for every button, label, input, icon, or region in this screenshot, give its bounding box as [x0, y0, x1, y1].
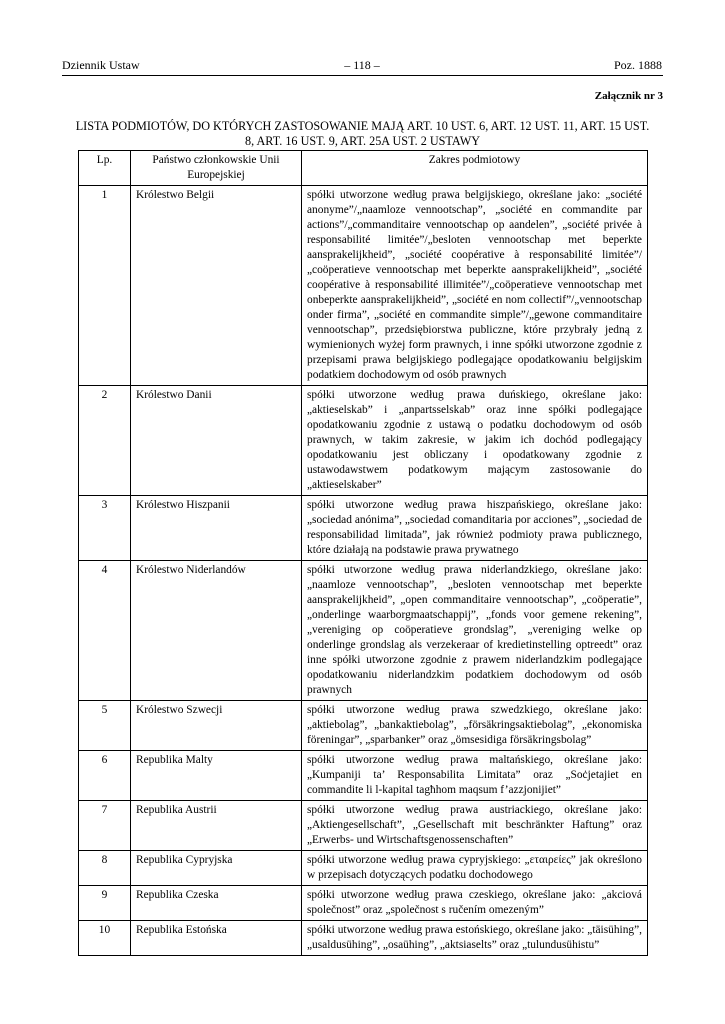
table-row: [79, 751, 648, 801]
row-country: Republika Austrii: [131, 801, 302, 851]
row-country: Republika Cypryjska: [131, 851, 302, 886]
row-country: Królestwo Niderlandów: [131, 561, 302, 701]
row-country: Królestwo Hiszpanii: [131, 496, 302, 561]
header-lp: Lp.: [79, 151, 131, 186]
row-country: Republika Estońska: [131, 921, 302, 956]
row-scope: spółki utworzone według prawa szwedzkiego, określane jako: „aktiebolag”, „bankaktiebolag”, „försäkringsaktiebolag”, „ekonomiska föreningar”, „sparbanker” oraz „ömsesidiga försäkringsbolag”: [302, 701, 648, 751]
row-number: 7: [79, 801, 131, 851]
row-scope: spółki utworzone według prawa maltańskiego, określane jako: „Kumpaniji ta’ Responsabilita Limitata” oraz „Soċjetajiet en commandite li l-kapital tagħhom maqsum f’azzjonijiet”: [302, 751, 648, 801]
row-number: 5: [79, 701, 131, 751]
table-row: [79, 701, 648, 751]
page-header: [62, 58, 662, 76]
page-number: – 118 –: [344, 58, 380, 72]
row-country: Królestwo Danii: [131, 386, 302, 496]
row-number: 2: [79, 386, 131, 496]
table-row: [79, 561, 648, 701]
row-country: Republika Malty: [131, 751, 302, 801]
row-scope: spółki utworzone według prawa niderlandzkiego, określane jako: „naamloze vennootschap”, „besloten vennootschap met beperkte aansprakelijkheid”, „open commanditaire vennootschap”, „coöperatie”, „onderlinge waarborgmaatschappij”, „fonds voor gemene rekening”, „vereniging op coöperatieve grondslag”, „vereniging welke op onderlinge grondslag als verzekeraar of kredietinstelling optreedt” oraz inne spółki utworzone zgodnie z prawem niderlandzkim podlegające opodatkowaniu niderlandzkim podatkiem dochodowym od osób prawnych: [302, 561, 648, 701]
row-scope: spółki utworzone według prawa estońskiego, określane jako: „täisühing”, „usaldusühing”, „osaühing”, „aktsiaselts” oraz „tulundusühistu”: [302, 921, 648, 956]
row-scope: spółki utworzone według prawa austriackiego, określane jako: „Aktiengesellschaft”, „Gesellschaft mit beschränkter Haftung” oraz „Erwerbs- und Wirtschaftsgenossenschaften”: [302, 801, 648, 851]
table-row: [79, 851, 648, 886]
row-number: 8: [79, 851, 131, 886]
document-title: LISTA PODMIOTÓW, DO KTÓRYCH ZASTOSOWANIE MAJĄ ART. 10 UST. 6, ART. 12 UST. 11, ART. 15 UST. 8, ART. 16 UST. 9, ART. 25A UST. 2 USTAWY: [75, 119, 650, 148]
table-row: [79, 186, 648, 386]
header-country: Państwo członkowskie Unii Europejskiej: [131, 151, 302, 186]
row-number: 9: [79, 886, 131, 921]
row-country: Królestwo Belgii: [131, 186, 302, 386]
header-scope: Zakres podmiotowy: [302, 151, 648, 186]
row-country: Królestwo Szwecji: [131, 701, 302, 751]
journal-name: Dziennik Ustaw: [62, 58, 140, 72]
table-row: [79, 386, 648, 496]
row-number: 4: [79, 561, 131, 701]
row-scope: spółki utworzone według prawa czeskiego, określane jako: „akciová společnost” oraz „společnost s ručením omezeným”: [302, 886, 648, 921]
table-header-row: [79, 151, 648, 186]
row-country: Republika Czeska: [131, 886, 302, 921]
table-row: [79, 496, 648, 561]
row-scope: spółki utworzone według prawa duńskiego, określane jako: „aktieselskab” i „anpartsselskab” oraz inne spółki podlegające opodatkowaniu zgodnie z ustawą o podatku dochodowym od osób prawnych, w takim zakresie, w jakim ich dochód podlegający opodatkowaniu jest obliczany i opodatkowany zgodnie z ustawodawstwem podatkowym mającym zastosowanie do „aktieselskaber”: [302, 386, 648, 496]
position-number: Poz. 1888: [614, 58, 662, 72]
entities-table: [78, 150, 648, 956]
row-number: 10: [79, 921, 131, 956]
row-scope: spółki utworzone według prawa cypryjskiego: „εταιρείες” jak określono w przepisach dotyczących podatku dochodowego: [302, 851, 648, 886]
row-number: 6: [79, 751, 131, 801]
table-row: [79, 921, 648, 956]
annex-label: Załącznik nr 3: [594, 90, 663, 102]
header-divider: [62, 75, 663, 76]
row-scope: spółki utworzone według prawa belgijskiego, określane jako: „société anonyme”/„naamloze vennootschap”, „société en commandite par actions”/„commanditaire vennootschap op aandelen”, „société privée à responsabilité limitée”/„besloten vennootschap met beperkte aansprakelijkheid”, „société coopérative à responsabilité limitée”/„coöperatieve vennootschap met beperkte aansprakelijkheid”, „société coopérative à responsabilité illimitée”/„coöperatieve vennootschap met onbeperkte aansprakelijkheid”, „société en nom collectif”/„vennootschap onder firma”, „société en commandite simple”/„gewone commanditaire vennootschap”, przedsiębiorstwa publiczne, które przybrały jedną z wymienionych wyżej form prawnych, i inne spółki utworzone zgodnie z przepisami prawa belgijskiego podlegające opodatkowaniu belgijskim podatkiem dochodowym od osób prawnych: [302, 186, 648, 386]
row-number: 3: [79, 496, 131, 561]
row-number: 1: [79, 186, 131, 386]
row-scope: spółki utworzone według prawa hiszpańskiego, określane jako: „sociedad anónima”, „sociedad comanditaria por acciones”, „sociedad de responsabilidad limitada”, jak również podmioty prawa publicznego, które działają na podstawie prawa prywatnego: [302, 496, 648, 561]
table-row: [79, 801, 648, 851]
table-row: [79, 886, 648, 921]
